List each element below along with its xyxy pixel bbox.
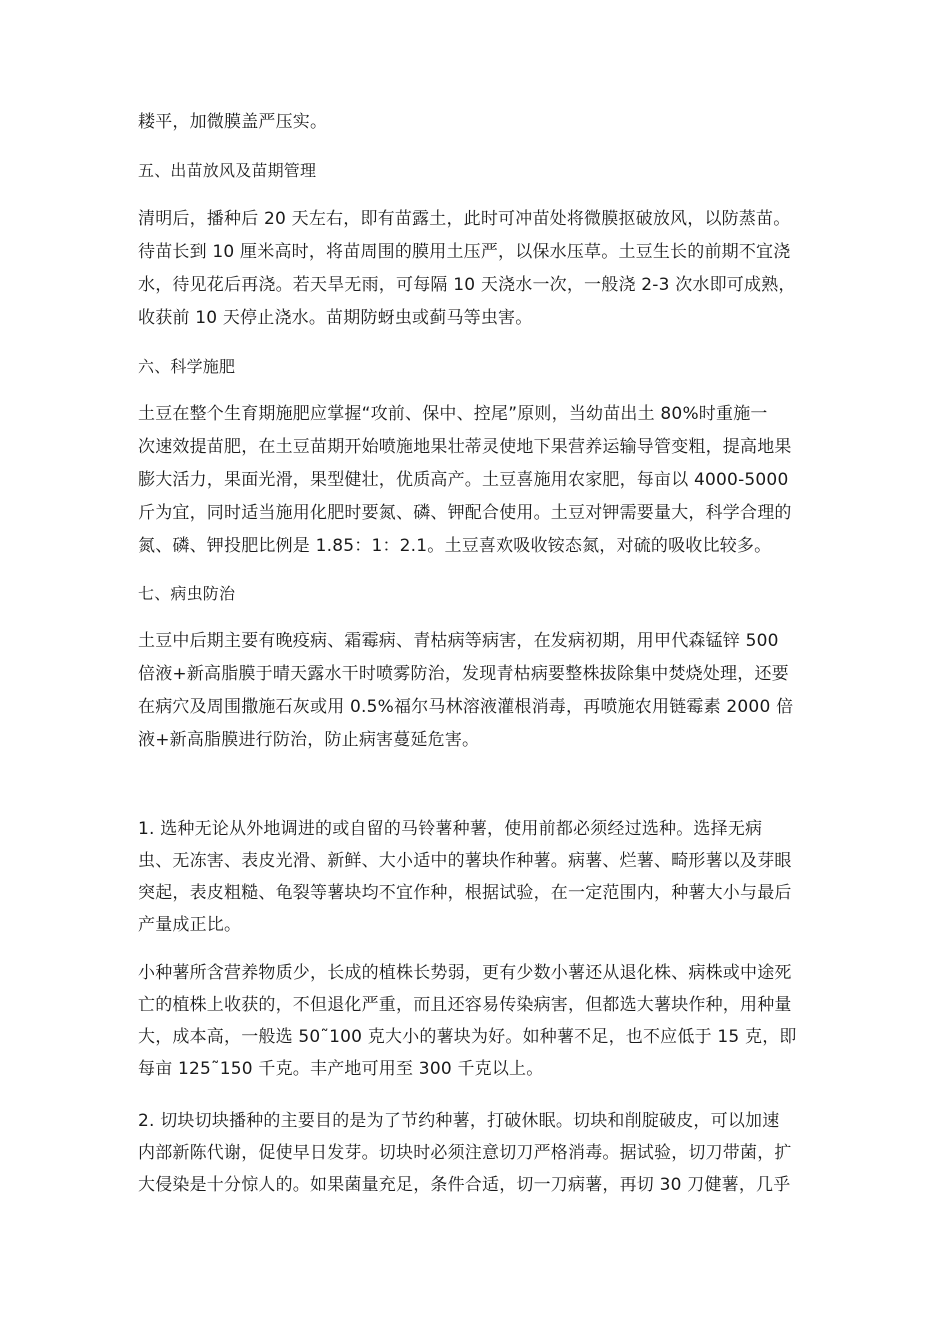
text-line: 土豆在整个生育期施肥应掌握“攻前、保中、控尾”原则，当幼苗出土 80%时重施一 [138, 404, 768, 424]
text-line: 亡的植株上收获的，不但退化严重，而且还容易传染病害，但都选大薯块作种，用种量 [138, 995, 792, 1015]
text-line: 每亩 125˜150 千克。丰产地可用至 300 千克以上。 [138, 1059, 544, 1079]
text-line: 小种薯所含营养物质少，长成的植株长势弱，更有少数小薯还从退化株、病株或中途死 [138, 963, 792, 983]
text-line: 大，成本高，一般选 50˜100 克大小的薯块为好。如种薯不足，也不应低于 15 克，即 [138, 1027, 797, 1047]
section-heading: 六、科学施肥 [138, 357, 236, 376]
text-line: 大侵染是十分惊人的。如果菌量充足，条件合适，切一刀病薯，再切 30 刀健薯，几乎 [138, 1175, 791, 1195]
text-line: 水，待见花后再浇。若天旱无雨，可每隔 10 天浇水一次，一般浇 2-3 次水即可成熟， [138, 275, 796, 295]
text-line: 内部新陈代谢，促使早日发芽。切块时必须注意切刀严格消毒。据试验，切刀带菌，扩 [138, 1143, 792, 1163]
text-line: 次速效提苗肥，在土豆苗期开始喷施地果壮蒂灵使地下果营养运输导管变粗，提高地果 [138, 437, 792, 457]
text-line: 产量成正比。 [138, 915, 242, 935]
text-line: 氮、磷、钾投肥比例是 1.85：1：2.1。土豆喜欢吸收铵态氮，对硫的吸收比较多。 [138, 536, 772, 556]
text-line: 待苗长到 10 厘米高时，将苗周围的膜用土压严，以保水压草。土豆生长的前期不宜浇 [138, 242, 791, 262]
text-line: 倍液+新高脂膜于晴天露水干时喷雾防治，发现青枯病要整株拔除集中焚烧处理，还要 [138, 664, 789, 684]
text-line: 液+新高脂膜进行防治，防止病害蔓延危害。 [138, 730, 480, 750]
text-line: 收获前 10 天停止浇水。苗期防蚜虫或蓟马等虫害。 [138, 308, 533, 328]
text-line: 虫、无冻害、表皮光滑、新鲜、大小适中的薯块作种薯。病薯、烂薯、畸形薯以及芽眼 [138, 851, 792, 871]
text-line: 斤为宜，同时适当施用化肥时要氮、磷、钾配合使用。土豆对钾需要量大，科学合理的 [138, 503, 792, 523]
section-heading: 七、病虫防治 [138, 584, 236, 603]
section-heading: 五、出苗放风及苗期管理 [138, 161, 317, 180]
text-line: 土豆中后期主要有晚疫病、霜霉病、青枯病等病害，在发病初期，用甲代森锰锌 500 [138, 631, 779, 651]
text-line: 在病穴及周围撒施石灰或用 0.5%福尔马林溶液灌根消毒，再喷施农用链霉素 2000 倍 [138, 697, 794, 717]
text-line: 1. 选种无论从外地调进的或自留的马铃薯种薯，使用前都必须经过选种。选择无病 [138, 819, 763, 839]
text-line: 清明后，播种后 20 天左右，即有苗露土，此时可冲苗处将微膜抠破放风，以防蒸苗。 [138, 209, 791, 229]
text-line: 突起，表皮粗糙、龟裂等薯块均不宜作种，根据试验，在一定范围内，种薯大小与最后 [138, 883, 792, 903]
text-line: 耧平，加微膜盖严压实。 [138, 112, 328, 132]
text-line: 2. 切块切块播种的主要目的是为了节约种薯，打破休眠。切块和削腚破皮，可以加速 [138, 1111, 780, 1131]
text-line: 膨大活力，果面光滑，果型健壮，优质高产。土豆喜施用农家肥，每亩以 4000-5000 [138, 470, 789, 490]
